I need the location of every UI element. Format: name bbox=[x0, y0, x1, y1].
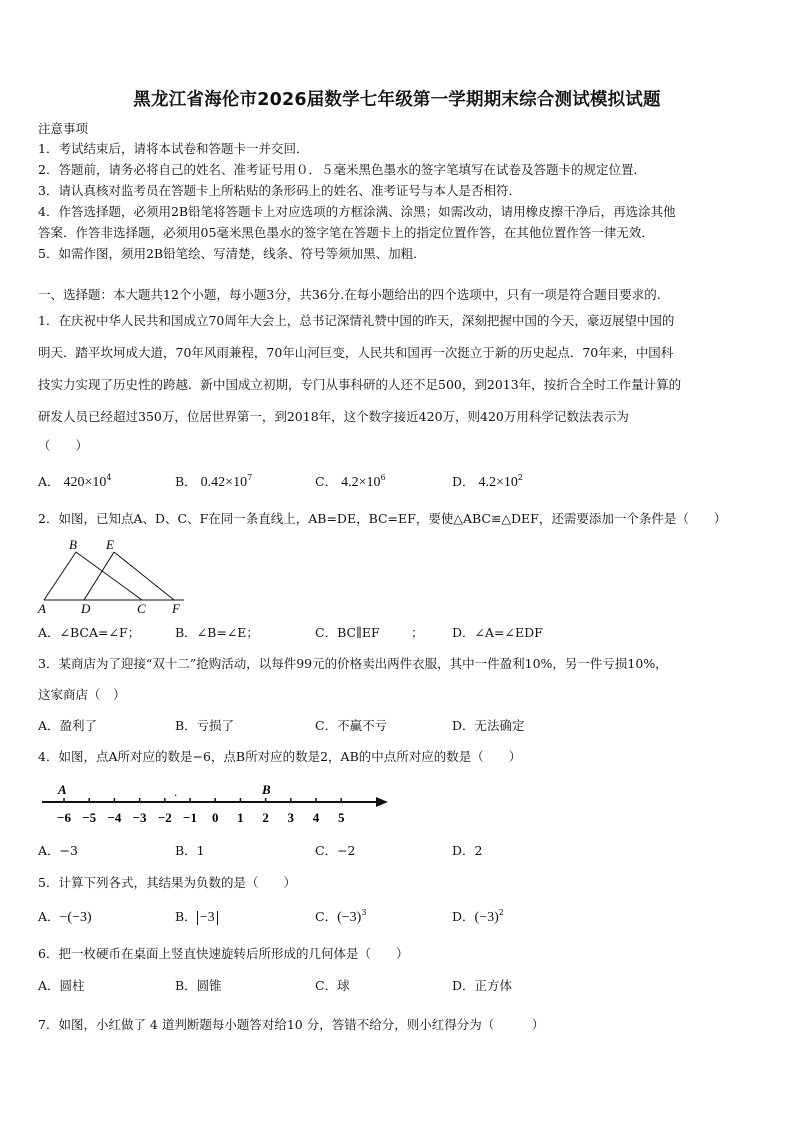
q1-stem-line: 1．在庆祝中华人民共和国成立70周年大会上，总书记深情礼赞中国的昨天，深刻把握中国的今天，豪迈展望中国的 bbox=[38, 313, 675, 328]
figure-label-b: B bbox=[69, 537, 77, 552]
notice-item: 答案．作答非选择题，必须用05毫米黑色墨水的签字笔在答题卡上的指定位置作答，在其他位置作答一律无效． bbox=[38, 225, 654, 240]
notice-item: 1．考试结束后，请将本试卷和答题卡一并交回． bbox=[38, 141, 309, 156]
q1-option-c: C． $4.2\times 10^6$ bbox=[315, 473, 386, 490]
q4-stem: 4．如图，点A所对应的数是−6，点B所对应的数是2，AB的中点所对应的数是（ ） bbox=[38, 749, 522, 764]
number-line-tick-label: 1 bbox=[237, 810, 244, 825]
q5-option-d: D．$(-3)^2$ bbox=[452, 908, 504, 925]
q1-stem-line: （ ） bbox=[38, 438, 89, 453]
q2-option-c-suffix: ； bbox=[411, 625, 424, 640]
q5-stem: 5．计算下列各式，其结果为负数的是（ ） bbox=[38, 875, 296, 890]
notice-item: 5．如需作图，须用2B铅笔绘、写清楚，线条、符号等须加黑、加粗． bbox=[38, 246, 426, 261]
q2-option-a: A．∠BCA=∠F； bbox=[38, 625, 141, 640]
notice-item: 4．作答选择题，必须用2B铅笔将答题卡上对应选项的方框涂满、涂黑；如需改动，请用橡皮擦干净后，再选涂其他 bbox=[38, 204, 676, 219]
notice-item: 3．请认真核对监考员在答题卡上所粘贴的条形码上的姓名、准考证号与本人是否相符． bbox=[38, 183, 521, 198]
q6-option-a: A．圆柱 bbox=[38, 978, 85, 993]
number-line-tick-label: 0 bbox=[211, 810, 219, 825]
q6-option-c: C．球 bbox=[315, 978, 350, 993]
q6-option-b: B．圆锥 bbox=[175, 978, 222, 993]
q2-option-b: B．∠B=∠E； bbox=[175, 625, 259, 640]
q2-option-c: C．BC∥EF bbox=[315, 625, 380, 640]
q1-option-b: B． $0.42\times 10^7$ bbox=[175, 473, 253, 490]
number-line-tick-label: −5 bbox=[82, 810, 97, 825]
number-line-tick-label: 3 bbox=[287, 810, 295, 825]
q1-stem-line: 技实力实现了历史性的跨越．新中国成立初期，专门从事科研的人还不足500，到2013年，按折合全时工作量计算的 bbox=[38, 377, 682, 392]
q4-number-line bbox=[36, 776, 392, 826]
exam-title: 黑龙江省海伦市2026届数学七年级第一学期期末综合测试模拟试题 bbox=[133, 90, 661, 110]
number-line-tick-label: −3 bbox=[132, 810, 147, 825]
q7-stem: 7．如图，小红做了 4 道判断题每小题答对给10 分，答错不给分，则小红得分为（ ） bbox=[38, 1017, 545, 1032]
q1-option-d: D． $4.2\times 10^2$ bbox=[452, 473, 524, 490]
number-line-tick-label: 2 bbox=[262, 810, 269, 825]
q3-option-d: D．无法确定 bbox=[452, 718, 525, 733]
q5-option-c: C．$(-3)^3$ bbox=[315, 908, 367, 925]
q2-triangle-figure bbox=[36, 536, 186, 616]
q3-stem-line: 3．某商店为了迎接“双十二”抢购活动，以每件99元的价格卖出两件衣服，其中一件盈利10%，另一件亏损10%， bbox=[38, 656, 668, 671]
q1-stem-line: 明天．踏平坎坷成大道，70年风雨兼程，70年山河巨变，人民共和国再一次挺立于新的历史起点．70年来，中国科 bbox=[38, 345, 674, 360]
point-label-dot: . bbox=[174, 784, 178, 799]
q2-stem: 2．如图，已知点A、D、C、F在同一条直线上，AB=DE，BC=EF，要使△ABC≌△DEF，还需要添加一个条件是（ ） bbox=[38, 511, 727, 526]
q5-option-a: A．−(−3) bbox=[38, 909, 92, 925]
number-line-tick-label: −2 bbox=[157, 810, 172, 825]
point-label-b: B bbox=[262, 782, 271, 797]
section-heading: 一、选择题：本大题共12个小题，每小题3分，共36分.在每小题给出的四个选项中，只有一项是符合题目要求的. bbox=[38, 287, 661, 302]
q4-option-d: D．2 bbox=[452, 843, 483, 858]
q2-option-d: D．∠A=∠EDF bbox=[452, 625, 543, 640]
number-line-tick-label: −6 bbox=[57, 810, 71, 825]
q4-option-a: A．−3 bbox=[38, 843, 78, 858]
q5-option-b: B． −3 bbox=[175, 909, 218, 925]
q3-option-b: B．亏损了 bbox=[175, 718, 235, 733]
point-label-a: A bbox=[58, 782, 67, 797]
q1-stem-line: 研发人员已经超过350万，位居世界第一，到2018年，这个数字接近420万，则420万用科学记数法表示为 bbox=[38, 409, 629, 424]
q6-stem: 6．把一枚硬币在桌面上竖直快速旋转后所形成的几何体是（ ） bbox=[38, 946, 409, 961]
figure-label-f: F bbox=[172, 601, 180, 616]
figure-label-a: A bbox=[38, 601, 46, 616]
figure-label-e: E bbox=[106, 537, 114, 552]
number-line-tick-label: 4 bbox=[312, 810, 320, 825]
number-line-tick-label: −1 bbox=[183, 810, 197, 825]
q4-option-c: C．−2 bbox=[315, 843, 356, 858]
q3-stem-line: 这家商店（ ） bbox=[38, 687, 126, 702]
figure-label-c: C bbox=[137, 601, 146, 616]
q6-option-d: D．正方体 bbox=[452, 978, 513, 993]
notice-item: 2．答题前，请务必将自己的姓名、准考证号用０．５毫米黑色墨水的签字笔填写在试卷及答题卡的规定位置． bbox=[38, 162, 646, 177]
notice-heading: 注意事项 bbox=[38, 121, 89, 136]
q4-option-b: B．1 bbox=[175, 843, 205, 858]
q3-option-c: C．不赢不亏 bbox=[315, 718, 388, 733]
number-line-tick-label: 5 bbox=[337, 810, 345, 825]
q3-option-a: A．盈利了 bbox=[38, 718, 98, 733]
number-line-tick-label: −4 bbox=[107, 810, 122, 825]
q1-option-a: A． $420\times 10^4$ bbox=[38, 473, 112, 490]
figure-label-d: D bbox=[81, 601, 91, 616]
